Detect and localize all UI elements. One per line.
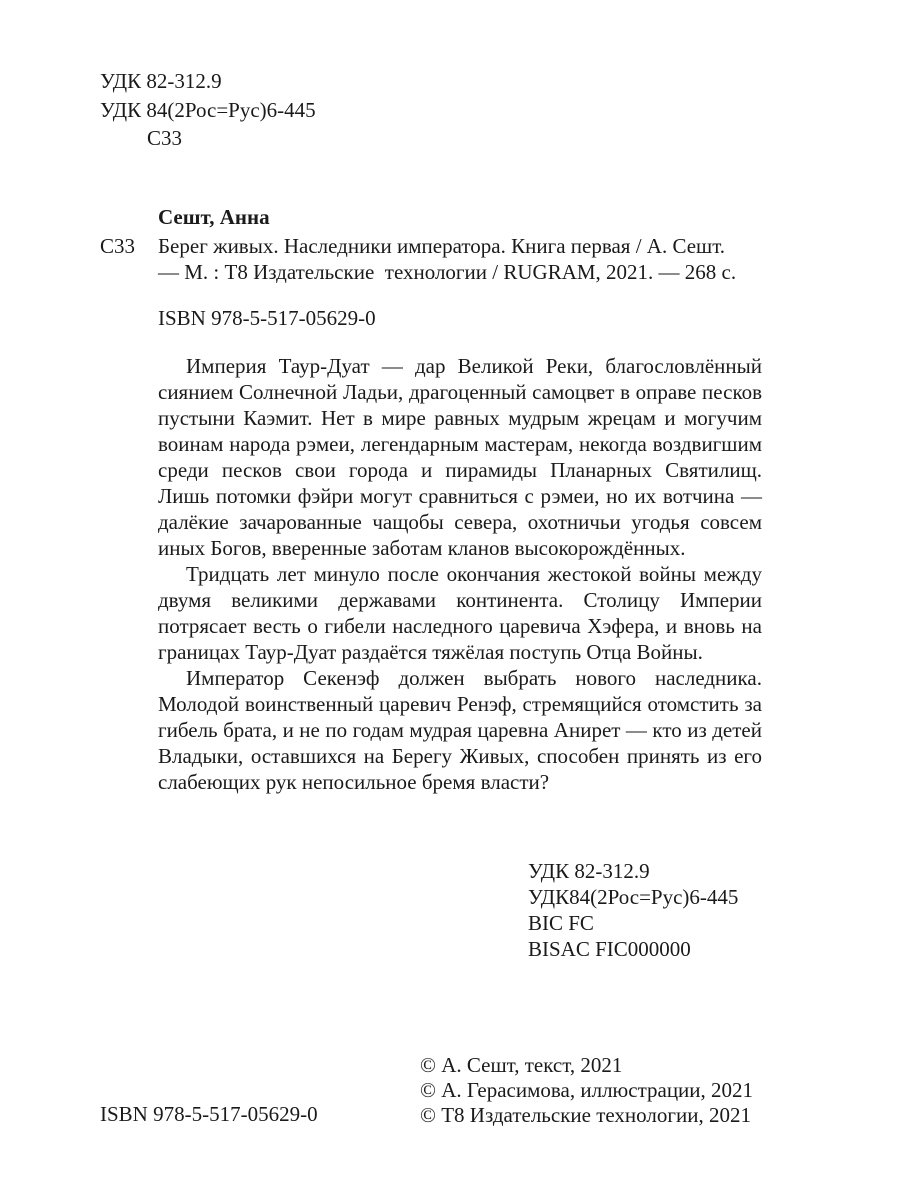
author-name: Сешт, Анна bbox=[158, 205, 270, 229]
annotation-paragraph: Империя Таур-Дуат — дар Великой Реки, благословлённый сиянием Солнечной Ладьи, драгоценный самоцвет в оправе песков пустыни Каэмит. Нет в мире равных мудрым жрецам и могучим воинам народа рэмеи, легендарным мастерам, некогда воздвигшим среди песков свои города и пирамиды Планарных Святилищ. Лишь потомки фэйри могут сравниться с рэмеи, но их вотчина — далёкие зачарованные чащобы севера, охотничьи угодья совсем иных Богов, вверенные заботам кланов высокорождённых. bbox=[158, 354, 762, 560]
classification-bic: BIC FC bbox=[528, 911, 594, 935]
classification-udk-2: УДК84(2Рос=Рус)6-445 bbox=[528, 885, 739, 909]
entry-sign: С33 bbox=[100, 234, 136, 258]
copyright-line: © А. Сешт, текст, 2021 bbox=[420, 1053, 623, 1077]
annotation bbox=[158, 353, 762, 795]
entry-isbn: ISBN 978-5-517-05629-0 bbox=[158, 306, 376, 330]
udk-code-1: УДК 82-312.9 bbox=[100, 69, 222, 93]
footer-isbn: ISBN 978-5-517-05629-0 bbox=[100, 1102, 318, 1126]
annotation-paragraph: Тридцать лет минуло после окончания жестокой войны между двумя великими державами континента. Столицу Империи потрясает весть о гибели наследного царевича Хэфера, и вновь на границах Таур-Дуат раздаётся тяжёлая поступь Отца Войны. bbox=[158, 562, 762, 664]
author-sign-code: С33 bbox=[147, 126, 183, 150]
copyright-line: © Т8 Издательские технологии, 2021 bbox=[420, 1103, 751, 1127]
classification-bisac: BISAC FIC000000 bbox=[528, 937, 691, 961]
udk-code-2: УДК 84(2Рос=Рус)6-445 bbox=[100, 98, 316, 122]
classification-udk-1: УДК 82-312.9 bbox=[528, 859, 650, 883]
bibliographic-line-2: — М. : Т8 Издательские технологии / RUGRAM, 2021. — 268 с. bbox=[158, 260, 737, 284]
annotation-paragraph: Император Секенэф должен выбрать нового наследника. Молодой воинственный царевич Ренэф, стремящийся отомстить за гибель брата, и не по годам мудрая царевна Анирет — кто из детей Владыки, оставшихся на Берегу Живых, способен принять из его слабеющих рук непосильное бремя власти? bbox=[158, 666, 762, 794]
copyright-line: © А. Герасимова, иллюстрации, 2021 bbox=[420, 1078, 754, 1102]
bibliographic-line-1: Берег живых. Наследники императора. Книга первая / А. Сешт. bbox=[158, 234, 726, 258]
